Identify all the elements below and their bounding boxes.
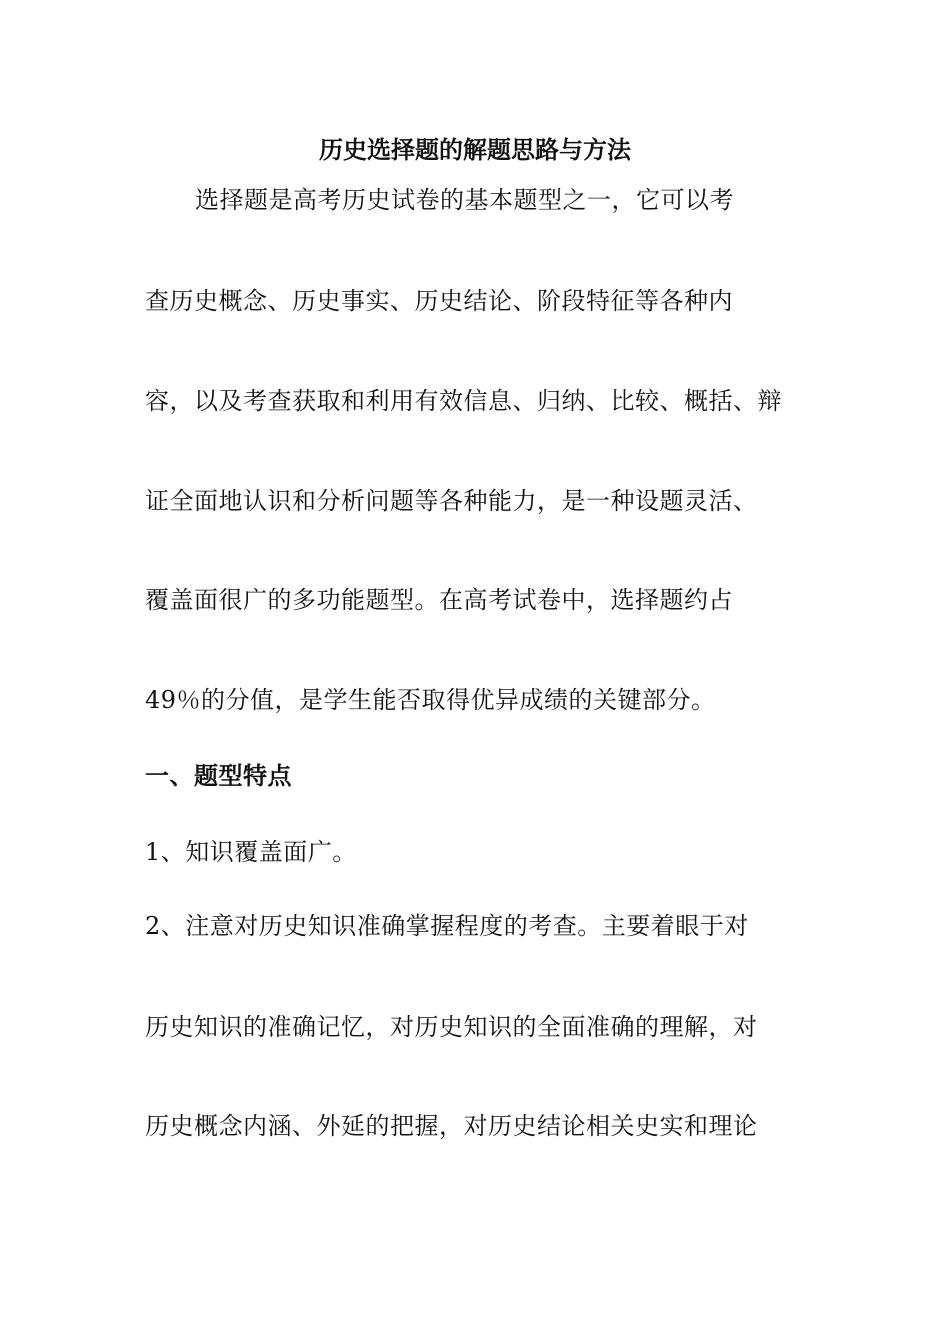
intro-line-1: 选择题是高考历史试卷的基本题型之一，它可以考 [195, 186, 734, 214]
intro-line-6: 49％的分值，是学生能否取得优异成绩的关键部分。 [145, 686, 716, 714]
document-title: 历史选择题的解题思路与方法 [319, 135, 631, 164]
section-heading: 一、题型特点 [145, 761, 292, 790]
list-item-2-line-3: 历史概念内涵、外延的把握，对历史结论相关史实和理论 [145, 1112, 758, 1140]
list-item-1: 1、知识覆盖面广。 [145, 838, 357, 866]
list-item-2-line-2: 历史知识的准确记忆，对历史知识的全面准确的理解，对 [145, 1013, 758, 1041]
list-item-2-line-1: 2、注意对历史知识准确掌握程度的考查。主要着眼于对 [145, 912, 749, 940]
intro-line-2: 查历史概念、历史事实、历史结论、阶段特征等各种内 [145, 287, 733, 315]
intro-line-4: 证全面地认识和分析问题等各种能力，是一种设题灵活、 [145, 487, 758, 515]
intro-line-5: 覆盖面很广的多功能题型。在高考试卷中，选择题约占 [145, 586, 733, 614]
intro-line-3: 容，以及考查获取和利用有效信息、归纳、比较、概括、辩 [145, 387, 782, 415]
